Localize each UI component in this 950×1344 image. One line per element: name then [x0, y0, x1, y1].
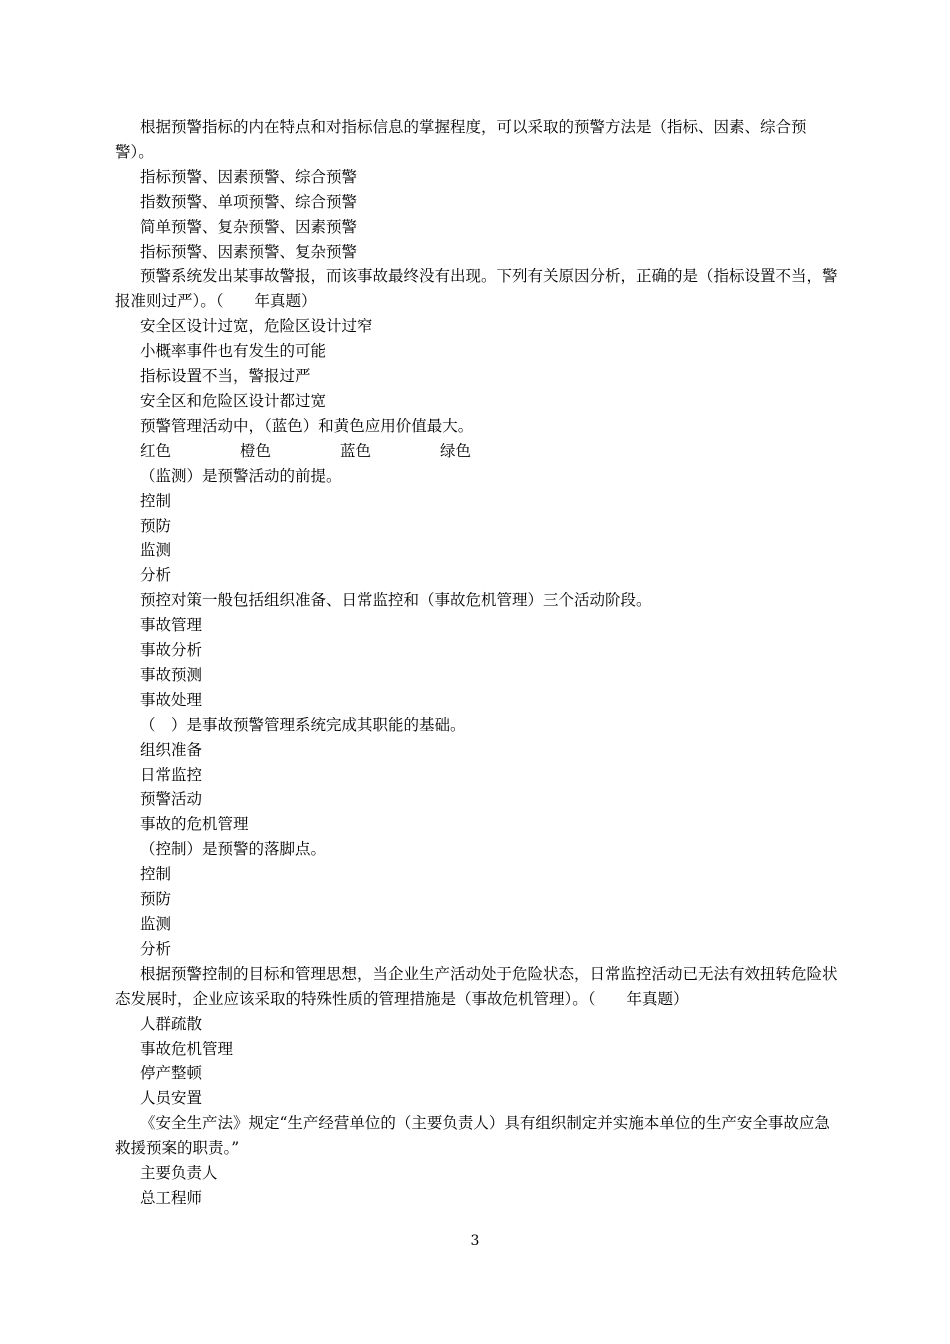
option: 分析: [140, 566, 172, 585]
option: 预防: [140, 890, 172, 909]
option: 总工程师: [140, 1188, 203, 1207]
option: 事故管理: [140, 616, 203, 635]
option: 预警活动: [140, 790, 203, 809]
option: 主要负责人: [140, 1164, 218, 1183]
option: 指数预警、单项预警、综合预警: [140, 192, 358, 211]
question-stem: （监测）是预警活动的前提。: [140, 466, 342, 485]
option: 简单预警、复杂预警、因素预警: [140, 217, 358, 236]
option: 监测: [140, 541, 172, 560]
option: 控制: [140, 865, 172, 884]
option: 事故的危机管理: [140, 815, 249, 834]
question-stem: 根据预警指标的内在特点和对指标信息的掌握程度，可以采取的预警方法是（指标、因素、综合预警）。: [115, 118, 807, 161]
question-stem: 根据预警控制的目标和管理思想，当企业生产活动处于危险状态，日常监控活动已无法有效扭转危险状态发展时，企业应该采取的特殊性质的管理措施是（事故危机管理）。（ 年真题）: [115, 964, 838, 1008]
option: 指标预警、因素预警、复杂预警: [140, 242, 358, 261]
question-stem: （控制）是预警的落脚点。: [140, 840, 327, 859]
option: 人员安置: [140, 1089, 203, 1108]
option: 蓝色: [340, 441, 372, 460]
option: 组织准备: [140, 740, 203, 759]
document-body: [115, 115, 840, 1211]
option: 事故危机管理: [140, 1039, 234, 1058]
option: 绿色: [440, 441, 472, 460]
option: 安全区设计过宽，危险区设计过窄: [140, 317, 373, 336]
option: 分析: [140, 939, 172, 958]
question-stem: 预警系统发出某事故警报，而该事故最终没有出现。下列有关原因分析，正确的是（指标设置不当，警报准则过严）。（ 年真题）: [115, 267, 838, 311]
option: 橙色: [240, 441, 272, 460]
question-stem: 《安全生产法》规定“生产经营单位的（主要负责人）具有组织制定并实施本单位的生产安全事故应急救援预案的职责。”: [115, 1114, 830, 1158]
option: 人群疏散: [140, 1014, 203, 1033]
option: 事故处理: [140, 690, 203, 709]
option: 预防: [140, 516, 172, 535]
option: 控制: [140, 491, 172, 510]
option: 指标设置不当，警报过严: [140, 367, 311, 386]
option: 事故预测: [140, 665, 203, 684]
question-stem: 预控对策一般包括组织准备、日常监控和（事故危机管理）三个活动阶段。: [140, 591, 652, 610]
question-stem: （ ）是事故预警管理系统完成其职能的基础。: [140, 715, 466, 734]
option: 指标预警、因素预警、综合预警: [140, 167, 358, 186]
option: 日常监控: [140, 765, 203, 784]
option: 小概率事件也有发生的可能: [140, 342, 327, 361]
option-row: [115, 439, 840, 464]
option: 安全区和危险区设计都过宽: [140, 391, 327, 410]
option: 红色: [140, 441, 172, 460]
question-stem: 预警管理活动中，（蓝色）和黄色应用价值最大。: [140, 416, 474, 435]
option: 停产整顿: [140, 1064, 203, 1083]
option: 监测: [140, 915, 172, 933]
page-number: 3: [470, 1233, 480, 1249]
option: 事故分析: [140, 641, 203, 660]
